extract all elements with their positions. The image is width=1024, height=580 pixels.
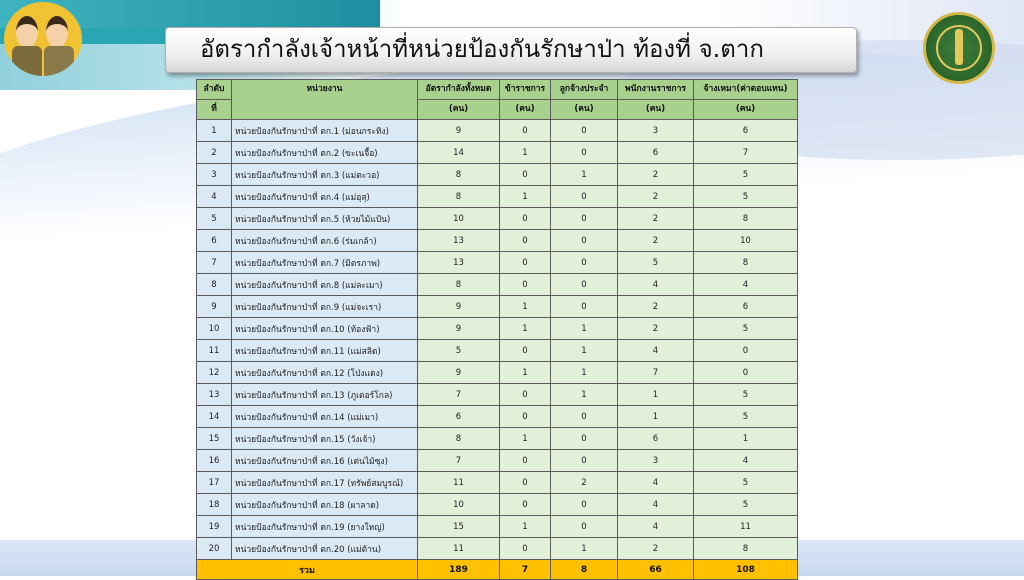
cell-perm: 0: [551, 406, 618, 428]
cell-total: 10: [418, 208, 500, 230]
table-row: [197, 450, 798, 472]
col-perm-unit: (คน): [551, 100, 618, 120]
total-gov: 66: [618, 560, 694, 580]
cell-hire: 8: [694, 252, 798, 274]
cell-gov: 4: [618, 516, 694, 538]
cell-hire: 5: [694, 186, 798, 208]
table-row: [197, 516, 798, 538]
table-row: [197, 340, 798, 362]
cell-no: 6: [197, 230, 232, 252]
cell-unit: หน่วยป้องกันรักษาป่าที่ ตก.16 (เด่นไม้ซุง): [232, 450, 418, 472]
cell-civil: 1: [500, 428, 551, 450]
cell-civil: 0: [500, 450, 551, 472]
cell-hire: 5: [694, 164, 798, 186]
cell-civil: 1: [500, 318, 551, 340]
cell-unit: หน่วยป้องกันรักษาป่าที่ ตก.8 (แม่ละเมา): [232, 274, 418, 296]
cell-gov: 2: [618, 186, 694, 208]
cell-total: 13: [418, 252, 500, 274]
cell-hire: 5: [694, 384, 798, 406]
table-row: [197, 494, 798, 516]
cell-gov: 2: [618, 164, 694, 186]
table-row: [197, 186, 798, 208]
cell-gov: 6: [618, 428, 694, 450]
col-civil-header: ข้าราชการ: [500, 80, 551, 100]
cell-civil: 0: [500, 472, 551, 494]
cell-gov: 1: [618, 384, 694, 406]
total-all: 189: [418, 560, 500, 580]
cell-no: 12: [197, 362, 232, 384]
cell-hire: 8: [694, 538, 798, 560]
cell-unit: หน่วยป้องกันรักษาป่าที่ ตก.13 (ภูเตอร์โกล): [232, 384, 418, 406]
cell-total: 8: [418, 164, 500, 186]
col-gov-header: พนักงานราชการ: [618, 80, 694, 100]
table-row: [197, 362, 798, 384]
cell-unit: หน่วยป้องกันรักษาป่าที่ ตก.12 (โป่งแดง): [232, 362, 418, 384]
cell-hire: 5: [694, 494, 798, 516]
table-row: [197, 120, 798, 142]
cell-gov: 3: [618, 120, 694, 142]
cell-total: 13: [418, 230, 500, 252]
cell-civil: 0: [500, 230, 551, 252]
cell-no: 19: [197, 516, 232, 538]
cell-civil: 1: [500, 516, 551, 538]
cell-no: 2: [197, 142, 232, 164]
cell-perm: 0: [551, 252, 618, 274]
cell-gov: 4: [618, 340, 694, 362]
cell-perm: 1: [551, 164, 618, 186]
cell-total: 9: [418, 296, 500, 318]
cell-gov: 2: [618, 318, 694, 340]
cell-unit: หน่วยป้องกันรักษาป่าที่ ตก.5 (ห้วยไม้แป้น): [232, 208, 418, 230]
cell-no: 13: [197, 384, 232, 406]
cell-civil: 0: [500, 340, 551, 362]
cell-no: 1: [197, 120, 232, 142]
cell-unit: หน่วยป้องกันรักษาป่าที่ ตก.7 (มิตรภาพ): [232, 252, 418, 274]
cell-hire: 0: [694, 362, 798, 384]
cell-no: 18: [197, 494, 232, 516]
cell-gov: 2: [618, 230, 694, 252]
cell-gov: 1: [618, 406, 694, 428]
cell-gov: 3: [618, 450, 694, 472]
cell-total: 7: [418, 450, 500, 472]
cell-gov: 2: [618, 538, 694, 560]
cell-civil: 0: [500, 494, 551, 516]
cell-total: 5: [418, 340, 500, 362]
cell-no: 20: [197, 538, 232, 560]
total-civil: 7: [500, 560, 551, 580]
department-seal-logo: [923, 12, 995, 84]
cell-total: 7: [418, 384, 500, 406]
cell-no: 14: [197, 406, 232, 428]
cell-total: 8: [418, 428, 500, 450]
cell-no: 11: [197, 340, 232, 362]
cell-unit: หน่วยป้องกันรักษาป่าที่ ตก.4 (แม่อุสุ): [232, 186, 418, 208]
cell-unit: หน่วยป้องกันรักษาป่าที่ ตก.6 (ร่มเกล้า): [232, 230, 418, 252]
cell-no: 7: [197, 252, 232, 274]
cell-perm: 0: [551, 142, 618, 164]
table-row: [197, 428, 798, 450]
col-gov-unit: (คน): [618, 100, 694, 120]
table-row: [197, 274, 798, 296]
cell-perm: 1: [551, 340, 618, 362]
cell-total: 9: [418, 318, 500, 340]
col-hire-header: จ้างเหมา(ค่าตอบแทน): [694, 80, 798, 100]
table-row: [197, 318, 798, 340]
cell-unit: หน่วยป้องกันรักษาป่าที่ ตก.14 (แม่เมา): [232, 406, 418, 428]
cell-hire: 11: [694, 516, 798, 538]
cell-hire: 4: [694, 450, 798, 472]
cell-gov: 5: [618, 252, 694, 274]
cell-hire: 6: [694, 296, 798, 318]
cell-perm: 0: [551, 274, 618, 296]
cell-total: 9: [418, 120, 500, 142]
cell-no: 10: [197, 318, 232, 340]
cell-no: 16: [197, 450, 232, 472]
cell-civil: 0: [500, 274, 551, 296]
cell-civil: 0: [500, 208, 551, 230]
cell-total: 8: [418, 274, 500, 296]
col-no-header: ลำดับ: [197, 80, 232, 100]
cell-civil: 0: [500, 538, 551, 560]
table-row: [197, 296, 798, 318]
cell-unit: หน่วยป้องกันรักษาป่าที่ ตก.10 (ท้องฟ้า): [232, 318, 418, 340]
page-title: อัตรากำลังเจ้าหน้าที่หน่วยป้องกันรักษาป่า ท้องที่ จ.ตาก: [200, 35, 764, 63]
cell-hire: 4: [694, 274, 798, 296]
cell-perm: 2: [551, 472, 618, 494]
cell-civil: 1: [500, 362, 551, 384]
table-row: [197, 472, 798, 494]
cell-total: 11: [418, 538, 500, 560]
table-row: [197, 230, 798, 252]
col-total-unit: (คน): [418, 100, 500, 120]
cell-perm: 1: [551, 318, 618, 340]
cell-total: 11: [418, 472, 500, 494]
cell-perm: 0: [551, 450, 618, 472]
cell-unit: หน่วยป้องกันรักษาป่าที่ ตก.15 (วังเจ้า): [232, 428, 418, 450]
table-body: [197, 120, 798, 560]
col-unit-header: หน่วยงาน: [232, 80, 418, 120]
cell-no: 3: [197, 164, 232, 186]
cell-civil: 1: [500, 186, 551, 208]
cell-hire: 1: [694, 428, 798, 450]
cell-civil: 0: [500, 120, 551, 142]
total-hire: 108: [694, 560, 798, 580]
cell-hire: 5: [694, 406, 798, 428]
cell-hire: 10: [694, 230, 798, 252]
cell-perm: 0: [551, 296, 618, 318]
table-row: [197, 164, 798, 186]
cell-gov: 2: [618, 208, 694, 230]
cell-unit: หน่วยป้องกันรักษาป่าที่ ตก.1 (ม่อนกระทิง): [232, 120, 418, 142]
staff-avatar-icon: [4, 2, 82, 76]
cell-perm: 0: [551, 186, 618, 208]
col-civil-unit: (คน): [500, 100, 551, 120]
cell-perm: 1: [551, 384, 618, 406]
cell-perm: 0: [551, 428, 618, 450]
cell-civil: 1: [500, 296, 551, 318]
cell-unit: หน่วยป้องกันรักษาป่าที่ ตก.11 (แม่สลิด): [232, 340, 418, 362]
cell-perm: 0: [551, 516, 618, 538]
cell-hire: 6: [694, 120, 798, 142]
cell-civil: 1: [500, 142, 551, 164]
table-row: [197, 208, 798, 230]
cell-total: 15: [418, 516, 500, 538]
cell-hire: 5: [694, 318, 798, 340]
cell-no: 15: [197, 428, 232, 450]
col-perm-header: ลูกจ้างประจำ: [551, 80, 618, 100]
table-row: [197, 384, 798, 406]
cell-perm: 0: [551, 494, 618, 516]
cell-unit: หน่วยป้องกันรักษาป่าที่ ตก.9 (แม่จะเรา): [232, 296, 418, 318]
cell-perm: 0: [551, 120, 618, 142]
cell-no: 17: [197, 472, 232, 494]
cell-perm: 0: [551, 208, 618, 230]
cell-perm: 1: [551, 362, 618, 384]
table-row: [197, 406, 798, 428]
cell-gov: 4: [618, 494, 694, 516]
table-row: [197, 538, 798, 560]
cell-total: 8: [418, 186, 500, 208]
cell-hire: 0: [694, 340, 798, 362]
cell-unit: หน่วยป้องกันรักษาป่าที่ ตก.17 (ทรัพย์สมบูรณ์): [232, 472, 418, 494]
total-perm: 8: [551, 560, 618, 580]
cell-total: 14: [418, 142, 500, 164]
cell-hire: 7: [694, 142, 798, 164]
cell-unit: หน่วยป้องกันรักษาป่าที่ ตก.20 (แม่ต้าน): [232, 538, 418, 560]
total-row: [197, 560, 798, 580]
cell-no: 4: [197, 186, 232, 208]
cell-gov: 7: [618, 362, 694, 384]
cell-unit: หน่วยป้องกันรักษาป่าที่ ตก.3 (แม่ตะวอ): [232, 164, 418, 186]
cell-total: 9: [418, 362, 500, 384]
cell-unit: หน่วยป้องกันรักษาป่าที่ ตก.19 (ยางใหญ่): [232, 516, 418, 538]
cell-unit: หน่วยป้องกันรักษาป่าที่ ตก.18 (ผาลาด): [232, 494, 418, 516]
total-label: รวม: [197, 560, 418, 580]
cell-civil: 0: [500, 252, 551, 274]
cell-hire: 8: [694, 208, 798, 230]
col-hire-unit: (คน): [694, 100, 798, 120]
cell-gov: 4: [618, 472, 694, 494]
cell-gov: 2: [618, 296, 694, 318]
cell-gov: 4: [618, 274, 694, 296]
cell-no: 9: [197, 296, 232, 318]
table-row: [197, 252, 798, 274]
table-row: [197, 142, 798, 164]
cell-perm: 0: [551, 230, 618, 252]
col-total-header: อัตรากำลังทั้งหมด: [418, 80, 500, 100]
cell-no: 8: [197, 274, 232, 296]
cell-civil: 0: [500, 384, 551, 406]
cell-no: 5: [197, 208, 232, 230]
cell-hire: 5: [694, 472, 798, 494]
table-footer: [197, 560, 798, 580]
cell-unit: หน่วยป้องกันรักษาป่าที่ ตก.2 (ขะเนจื้อ): [232, 142, 418, 164]
cell-perm: 1: [551, 538, 618, 560]
staff-table: [196, 79, 798, 580]
table-header: [197, 80, 798, 120]
cell-total: 6: [418, 406, 500, 428]
cell-civil: 0: [500, 406, 551, 428]
col-no-header-line2: ที่: [197, 100, 232, 120]
cell-total: 10: [418, 494, 500, 516]
cell-gov: 6: [618, 142, 694, 164]
cell-civil: 0: [500, 164, 551, 186]
